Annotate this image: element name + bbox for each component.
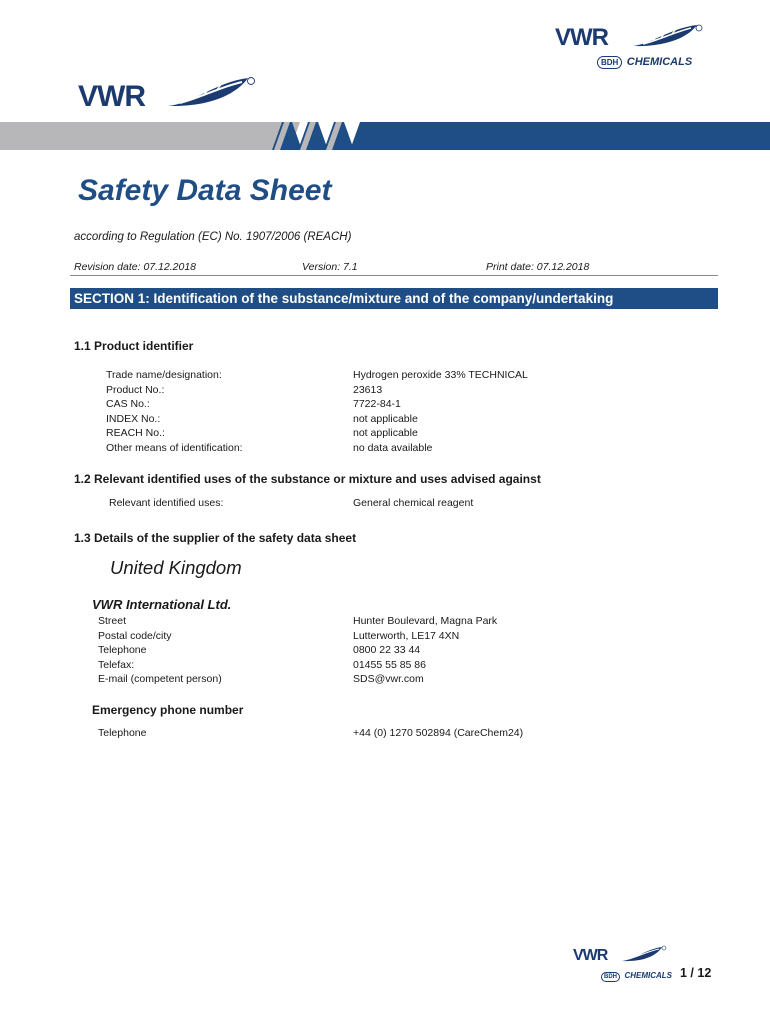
footer-vwr-wordmark: VWR	[573, 947, 608, 964]
vwr-wordmark: VWR	[555, 24, 608, 51]
row-value: Hunter Boulevard, Magna Park	[353, 615, 498, 627]
footer-logo	[573, 945, 673, 979]
list-item	[106, 412, 706, 427]
emergency-label: Telephone	[98, 727, 147, 739]
page-title: Safety Data Sheet	[78, 174, 332, 207]
list-item	[106, 368, 706, 383]
s11-heading: 1.1 Product identifier	[74, 339, 194, 353]
section-1-header: SECTION 1: Identification of the substance/mixture and of the company/undertaking	[70, 288, 718, 309]
version: Version: 7.1	[302, 261, 358, 273]
s12-heading: 1.2 Relevant identified uses of the substance or mixture and uses advised against	[74, 472, 541, 486]
emergency-value: +44 (0) 1270 502894 (CareChem24)	[353, 727, 524, 739]
s13-heading: 1.3 Details of the supplier of the safety data sheet	[74, 531, 357, 545]
row-value: not applicable	[353, 427, 418, 440]
emergency-row	[98, 726, 708, 741]
footer-leaf-icon	[621, 945, 667, 963]
bdh-badge: BDH	[597, 56, 622, 69]
row-value: 0800 22 33 44	[353, 644, 421, 657]
banner-wave-icon	[260, 122, 390, 150]
emergency-heading: Emergency phone number	[92, 703, 244, 717]
country-heading: United Kingdom	[110, 557, 242, 578]
row-label: CAS No.:	[106, 398, 150, 411]
row-label: Other means of identification:	[106, 441, 243, 454]
meta-divider	[70, 275, 718, 276]
row-label: Street	[98, 615, 127, 627]
vwr-leaf-icon	[631, 22, 705, 50]
list-item	[106, 397, 706, 412]
revision-date: Revision date: 07.12.2018	[74, 261, 197, 273]
row-value: Lutterworth, LE17 4XN	[353, 629, 460, 642]
product-identifier-list	[106, 368, 706, 456]
row-value: not applicable	[353, 412, 418, 425]
banner-grey-band	[0, 122, 300, 150]
row-label: INDEX No.:	[106, 412, 161, 425]
list-item	[106, 383, 706, 398]
list-item	[98, 643, 708, 658]
row-label: Product No.:	[106, 383, 165, 396]
row-value: Hydrogen peroxide 33% TECHNICAL	[353, 369, 528, 381]
list-item	[106, 441, 706, 456]
row-value: 7722-84-1	[353, 398, 401, 411]
footer-bdh-badge: BDH	[601, 972, 620, 982]
page-number: 1 / 12	[680, 966, 712, 980]
row-value: no data available	[353, 441, 433, 454]
row-label: Telephone	[98, 644, 147, 657]
row-value: 23613	[353, 383, 383, 396]
row-label: Trade name/designation:	[106, 369, 222, 381]
list-item	[98, 672, 708, 687]
footer-bdh-line	[601, 965, 672, 983]
regulation-text: according to Regulation (EC) No. 1907/2006 (REACH)	[74, 231, 352, 243]
bdh-chemicals-line	[597, 52, 692, 70]
supplier-list	[98, 614, 708, 687]
uses-row	[109, 496, 709, 511]
main-logo	[78, 74, 258, 114]
row-label: Postal code/city	[98, 629, 172, 642]
row-label: Telefax:	[98, 658, 135, 671]
row-label: E-mail (competent person)	[98, 673, 222, 686]
list-item	[98, 629, 708, 644]
header-logo-bdh	[555, 22, 715, 66]
footer-chemicals-label: CHEMICALS	[624, 971, 673, 980]
uses-label: Relevant identified uses:	[109, 497, 224, 509]
chemicals-label: CHEMICALS	[626, 56, 693, 68]
header-banner	[0, 122, 770, 150]
banner-blue-band	[370, 122, 770, 150]
vwr-main-leaf-icon	[166, 74, 258, 110]
list-item	[98, 658, 708, 673]
uses-value: General chemical reagent	[353, 497, 474, 509]
row-label: REACH No.:	[106, 427, 165, 440]
list-item	[98, 614, 708, 629]
vwr-main-wordmark: VWR	[78, 80, 145, 113]
row-value[interactable]: SDS@vwr.com	[353, 673, 424, 686]
company-name: VWR International Ltd.	[92, 597, 232, 612]
row-value: 01455 55 85 86	[353, 658, 426, 671]
list-item	[106, 426, 706, 441]
print-date: Print date: 07.12.2018	[486, 261, 590, 273]
